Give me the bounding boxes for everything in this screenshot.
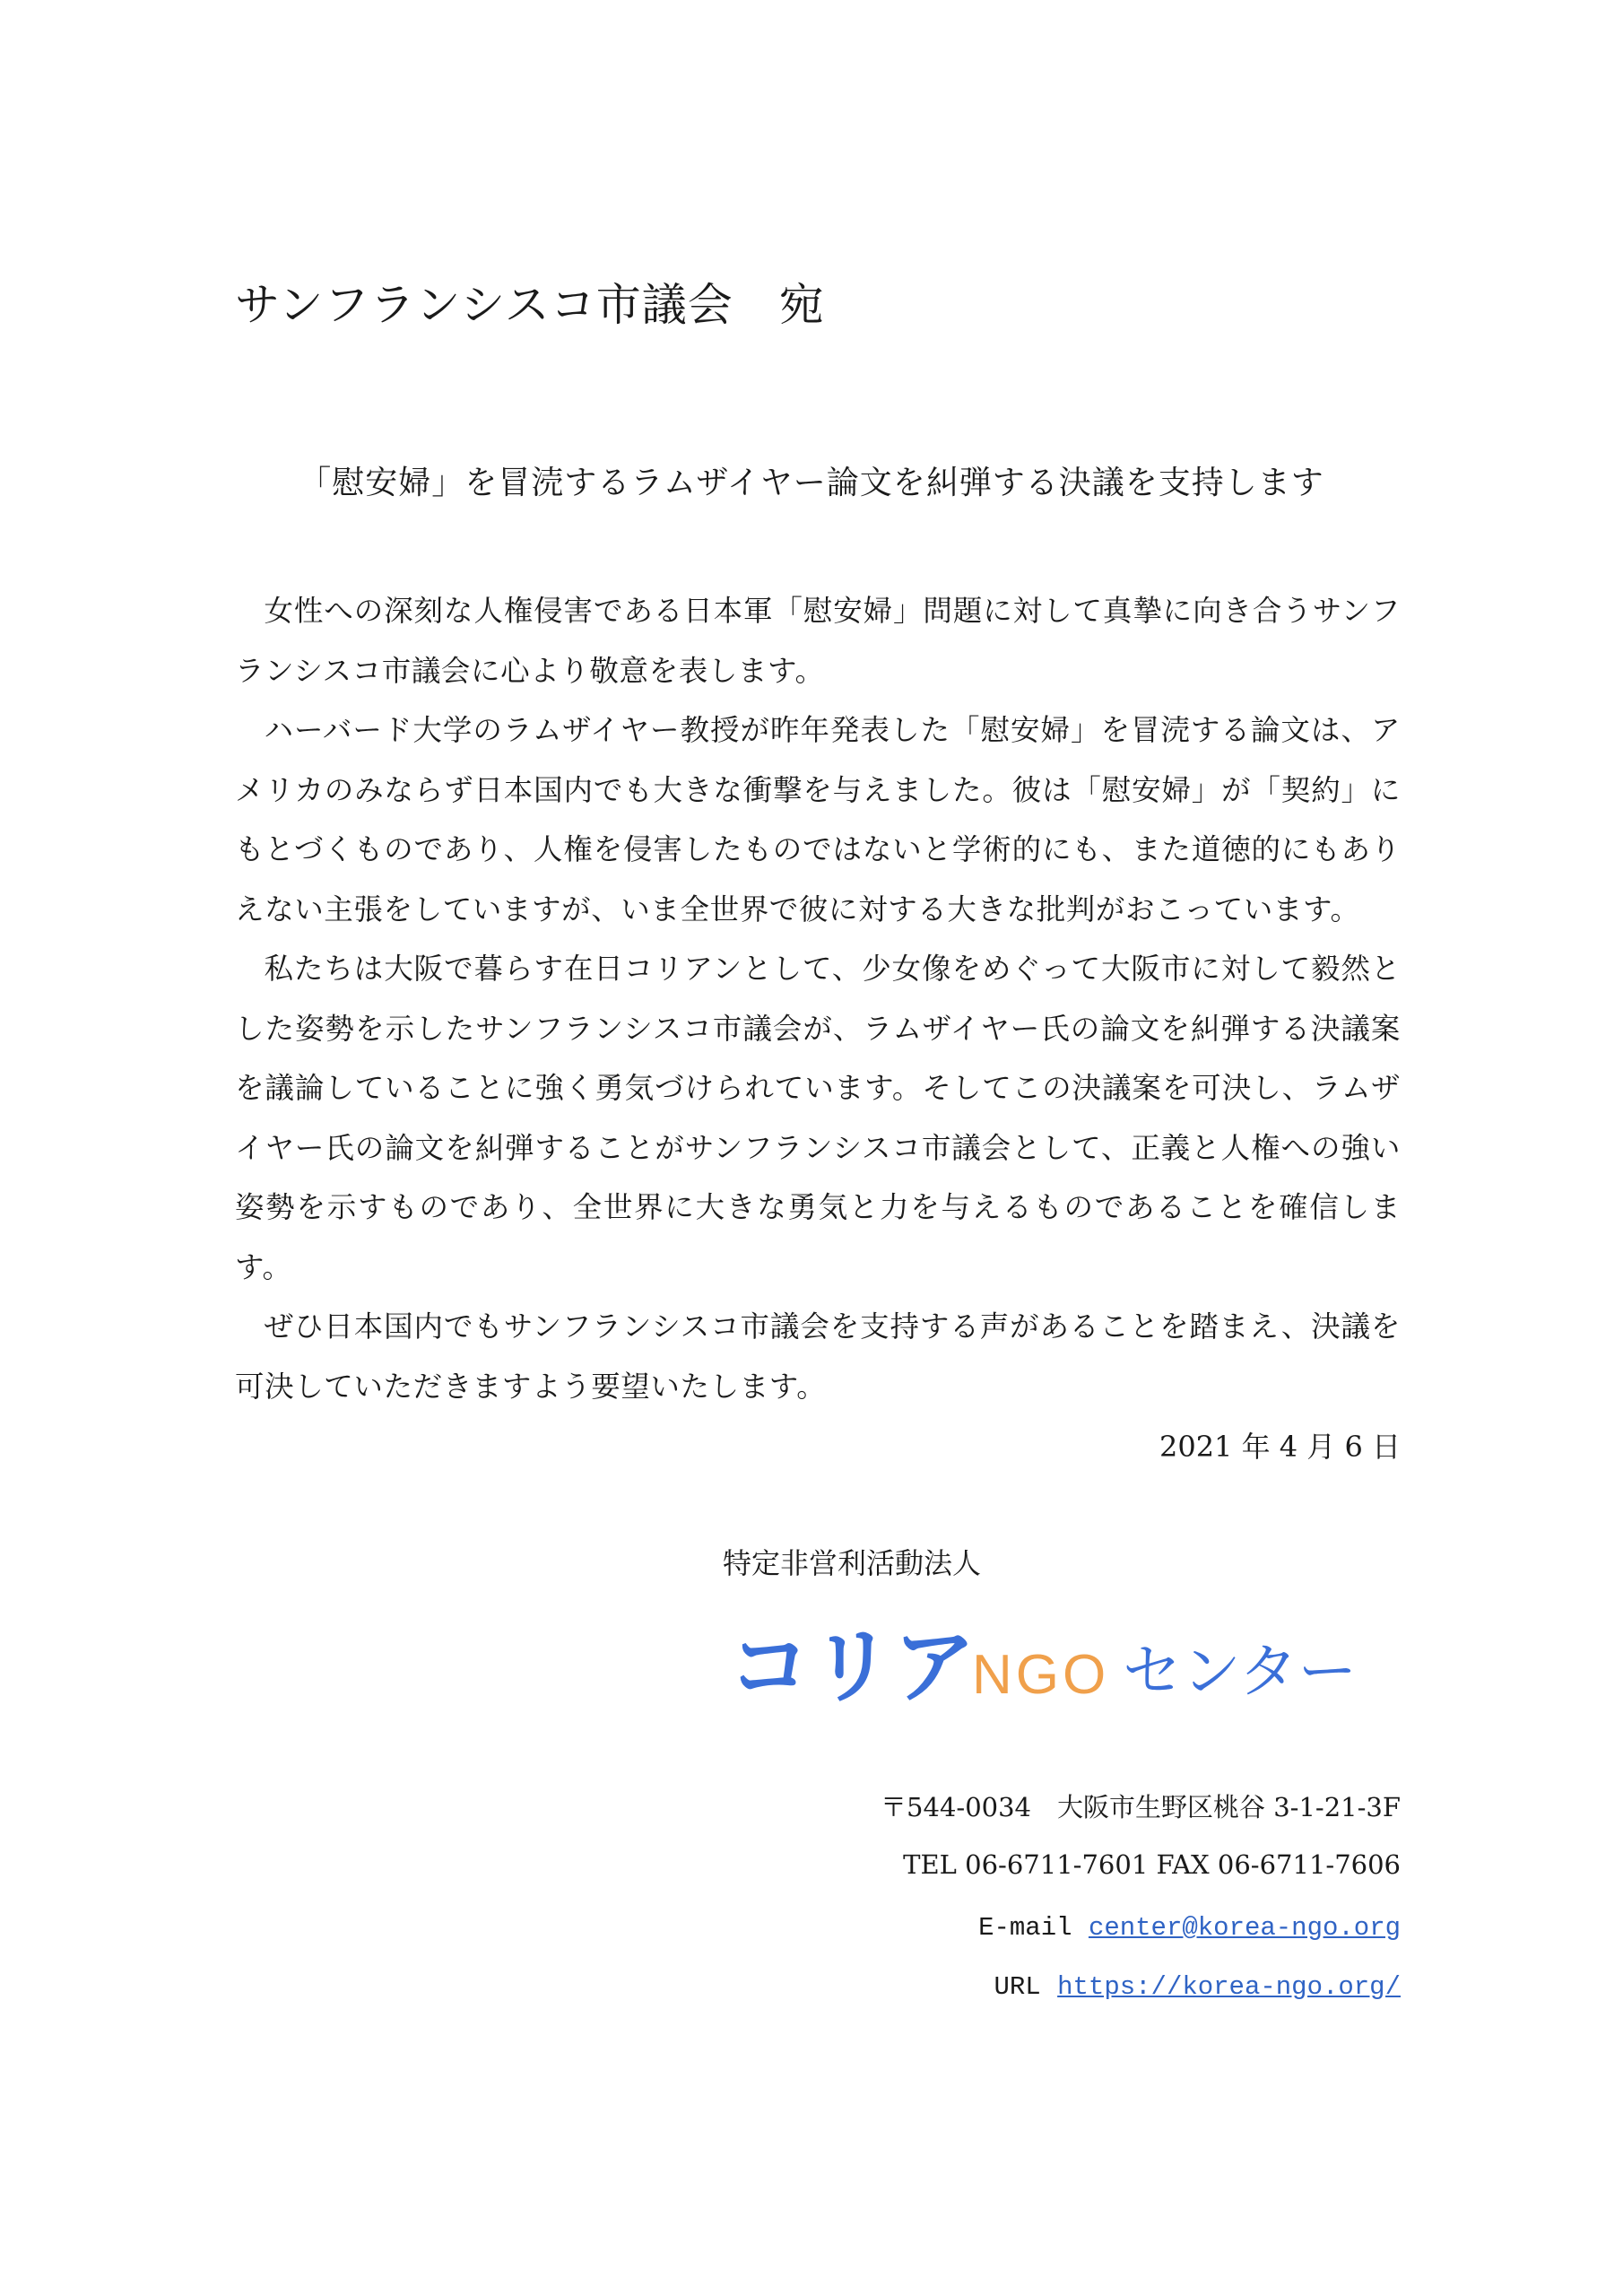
logo-text-ngo: NGO <box>972 1644 1110 1706</box>
body-paragraph: 女性への深刻な人権侵害である日本軍「慰安婦」問題に対して真摯に向き合うサンフランシスコ市議会に心より敬意を表します。 <box>235 594 1401 688</box>
url-row <box>994 1970 1401 2002</box>
logo-text-center: センター <box>1123 1637 1358 1706</box>
korea-ngo-center-logo <box>728 1616 1410 1715</box>
letter-body <box>235 581 1401 1416</box>
email-label: E-mail <box>978 1913 1072 1943</box>
url-label: URL <box>994 1972 1041 2002</box>
logo-text-korea: コリア <box>728 1619 976 1715</box>
tel-fax: TEL 06-6711-7601 FAX 06-6711-7606 <box>903 1849 1401 1880</box>
body-paragraph: 私たちは大阪で暮らす在日コリアンとして、少女像をめぐって大阪市に対して毅然とした姿勢を示したサンフランシスコ市議会が、ラムザイヤー氏の論文を糾弾する決議案を議論していることに強く勇気づけられています。そしてこの決議案を可決し、ラムザイヤー氏の論文を糾弾することがサンフランシスコ市議会として、正義と人権への強い姿勢を示すものであり、全世界に大きな勇気と力を与えるものであることを確信します。 <box>235 952 1401 1284</box>
website-link[interactable]: https://korea-ngo.org/ <box>1057 1972 1401 2002</box>
addressee: サンフランシスコ市議会 宛 <box>235 279 825 331</box>
body-paragraph: ぜひ日本国内でもサンフランシスコ市議会を支持する声があることを踏まえ、決議を可決していただきますよう要望いたします。 <box>235 1309 1401 1404</box>
letter-title: 「慰安婦」を冒涜するラムザイヤー論文を糾弾する決議を支持します <box>299 465 1324 501</box>
email-link[interactable]: center@korea-ngo.org <box>1088 1913 1401 1943</box>
postal-address: 〒544-0034 大阪市生野区桃谷 3-1-21-3F <box>881 1792 1401 1822</box>
email-row <box>978 1910 1401 1943</box>
letter-date: 2021 年 4 月 6 日 <box>1159 1430 1401 1464</box>
organization-type: 特定非営利活動法人 <box>723 1546 982 1580</box>
body-paragraph: ハーバード大学のラムザイヤー教授が昨年発表した「慰安婦」を冒涜する論文は、アメリカのみならず日本国内でも大きな衝撃を与えました。彼は「慰安婦」が「契約」にもとづくものであり、人権を侵害したものではないと学術的にも、また道徳的にもありえない主張をしていますが、いま全世界で彼に対する大きな批判がおこっています。 <box>235 713 1401 926</box>
